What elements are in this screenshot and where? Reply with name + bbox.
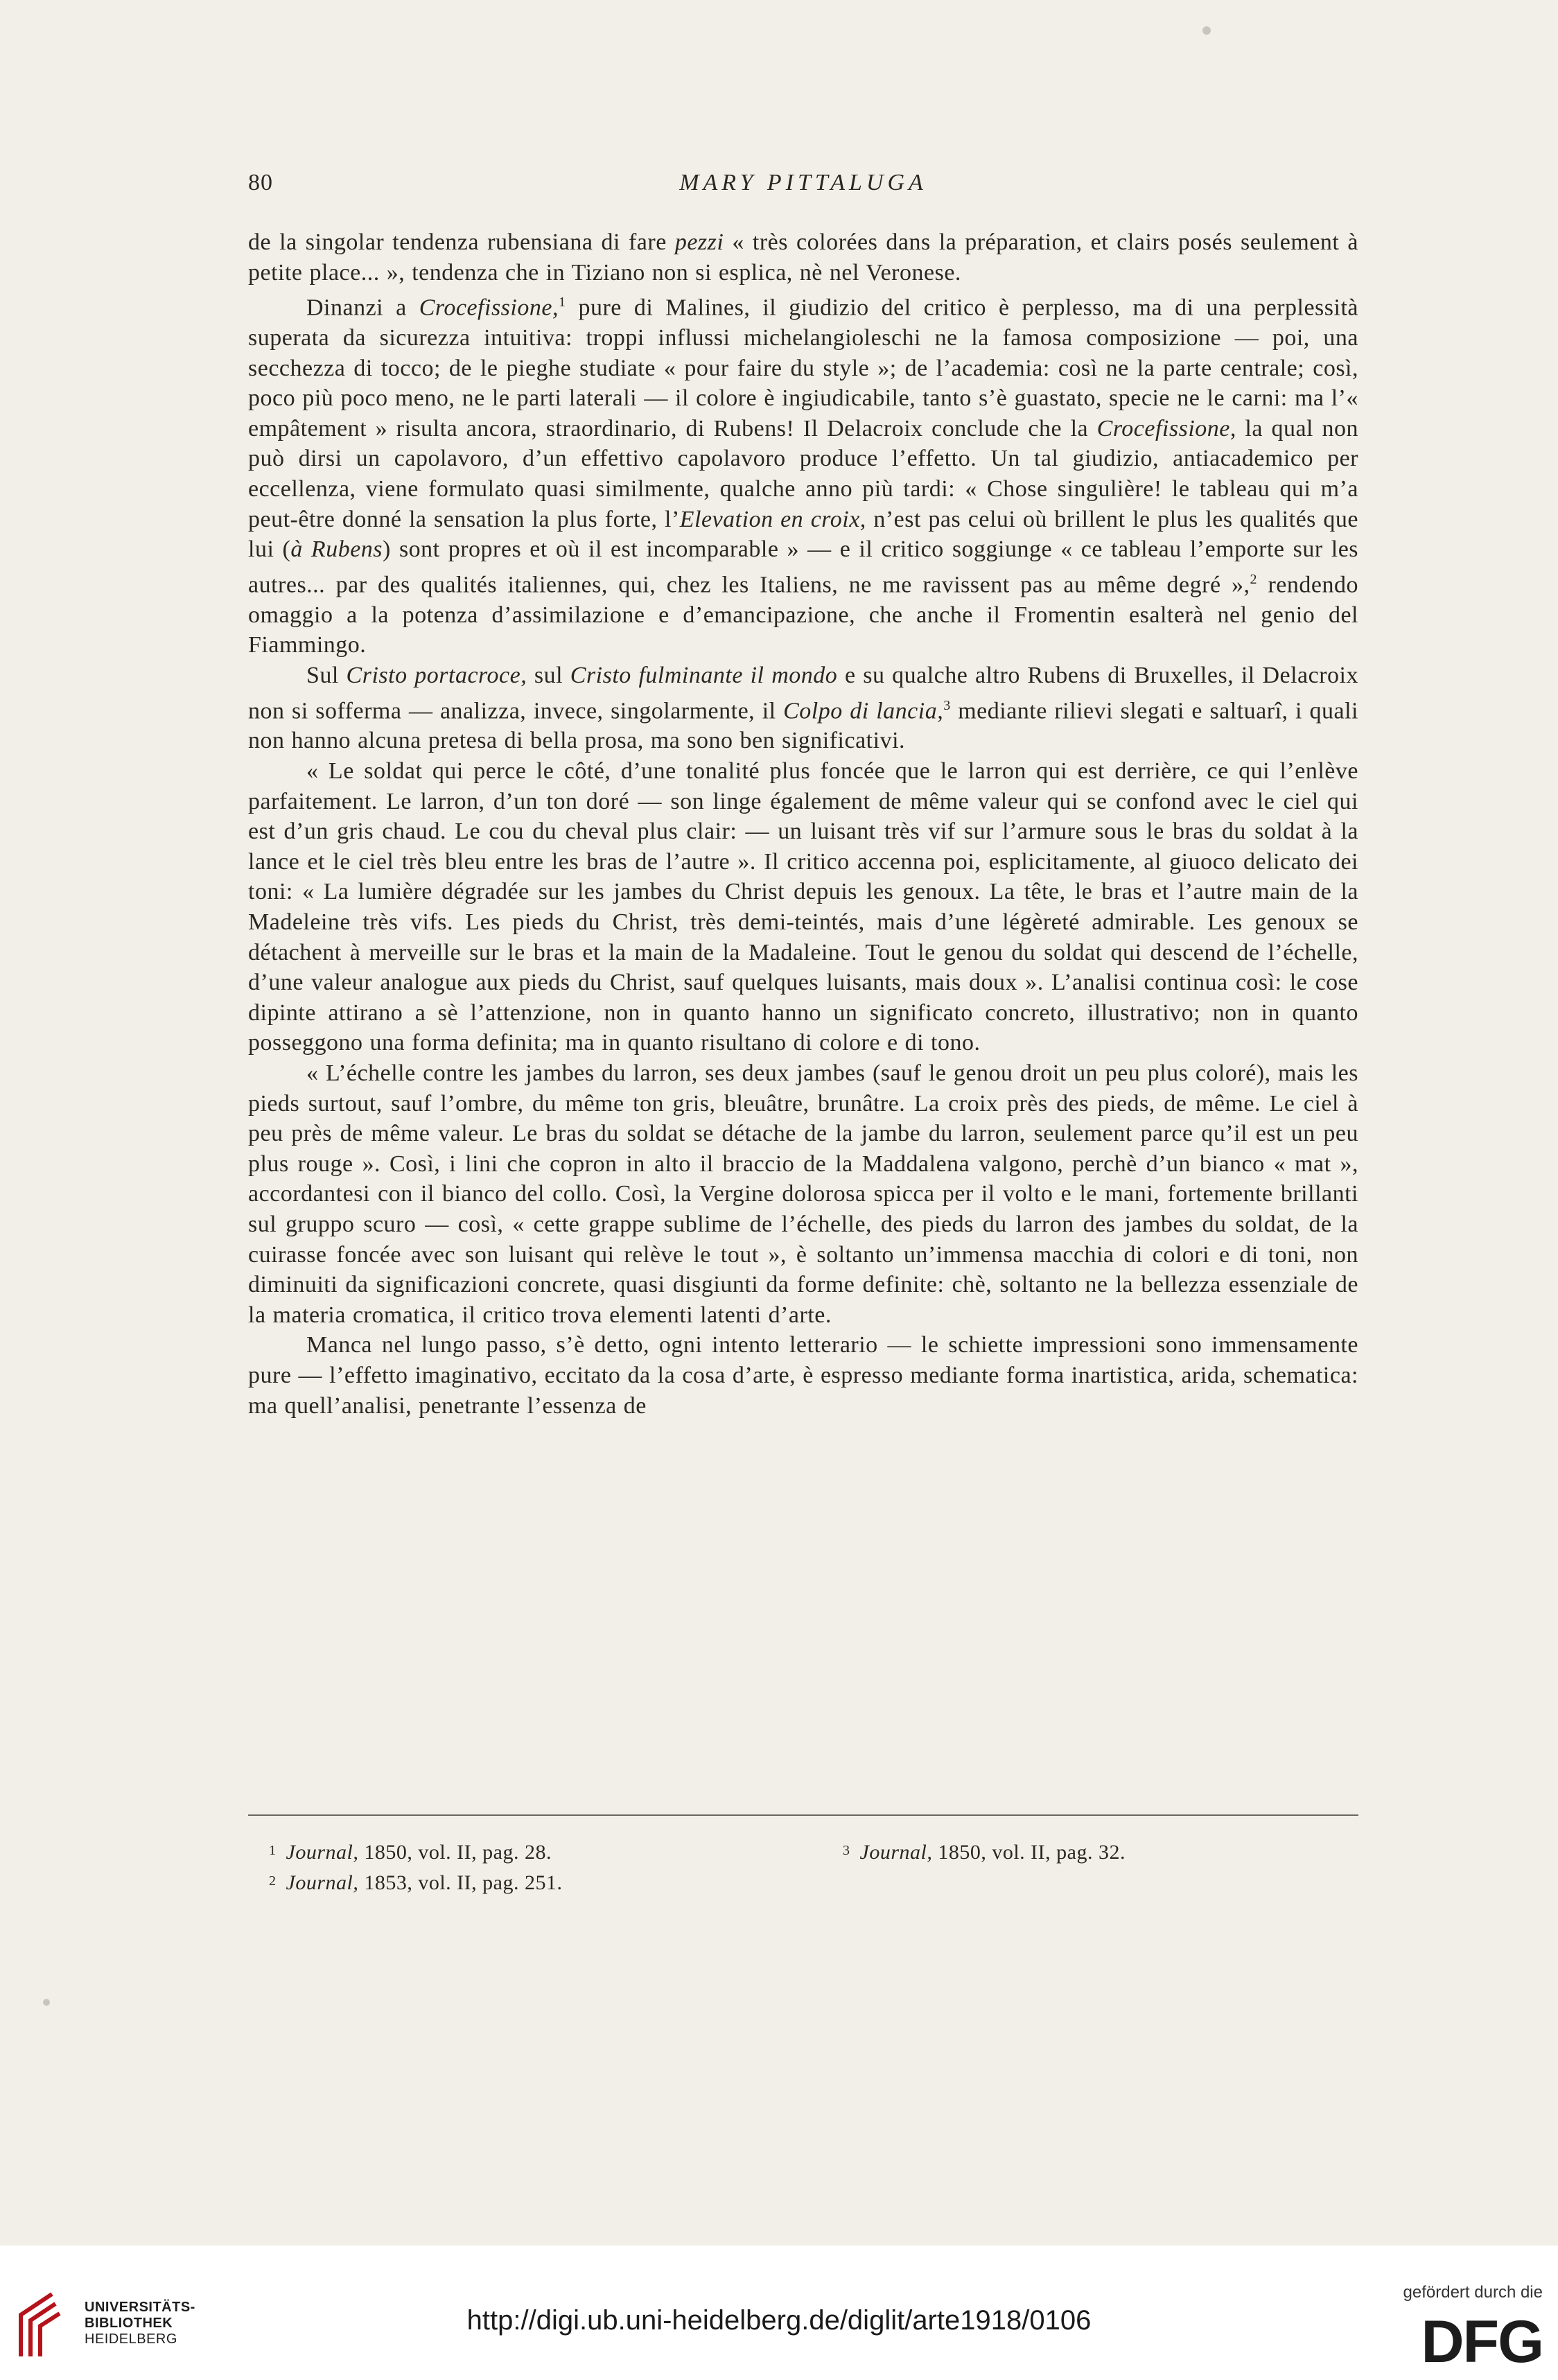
running-title: MARY PITTALUGA bbox=[679, 170, 927, 195]
body-text bbox=[248, 227, 1358, 1421]
footnote-divider bbox=[248, 1814, 1358, 1816]
footnote-3: $^3$ Journal, 1850, vol. II, pag. 32. bbox=[843, 1841, 1126, 1864]
footnote-marker[interactable]: 1 bbox=[558, 295, 566, 310]
page-number: 80 bbox=[248, 170, 273, 195]
viewer-footer bbox=[0, 2246, 1558, 2380]
paragraph: Manca nel lungo passo, s’è detto, ogni intento letterario — le schiette impressioni sono immensamente pure — l’effetto imaginativo, eccitato da la cosa d’arte, è espresso mediante forma inartistica, arida, schematica: ma quell’analisi, penetrante l’essenza de bbox=[248, 1332, 1358, 1419]
paragraph: « Le soldat qui perce le côté, d’une tonalité plus foncée que le larron qui est derrière, ce qui l’enlève parfaitement. Le larron, d’un ton doré — son linge également de même valeur qui se confond avec le ciel qui est d’un gris chaud. Le cou du cheval plus clair: — un luisant très vif sur l’armure sous le bras du soldat à la lance et le ciel très bleu entre les bras de l’autre ». Il critico accenna poi, esplicitamente, al giuoco delicato dei toni: « La lumière dégradée sur les jambes du Christ depuis les genoux. La tête, le bras et l’autre main de la Madeleine très vifs. Les pieds du Christ, très demi-teintés, mais d’une légèreté admirable. Les genoux se détachent à merveille sur le bras et la main de la Madaleine. Tout le genou du soldat qui descend de l’échelle, d’une valeur analogue aux pieds du Christ, sauf quelques luisants, mais doux ». L’analisi continua così: le cose dipinte attirano a sè l’attenzione, non in quanto hanno un significato concreto, illustrativo; non in quanto posseggono una forma definita; ma in quanto risultano di colore e di tono. bbox=[248, 758, 1358, 1056]
footnote-marker[interactable]: 2 bbox=[1250, 571, 1258, 587]
paragraph: « L’échelle contre les jambes du larron, ses deux jambes (sauf le genou droit un peu plus coloré), mais les pieds surtout, sauf l’ombre, du même ton gris, bleuâtre, brunâtre. La croix près des pieds, de même. Le ciel à peu près de même valeur. Le bras du soldat se détache de la jambe du larron, seulement parce qu’il est un peu plus rouge ». Così, i lini che copron in alto il braccio de la Maddalena valgono, perchè d’un bianco « mat », accordantesi con il bianco del collo. Così, la Vergine dolorosa spicca per il volto e le mani, fortemente brillanti sul gruppo scuro — così, « cette grappe sublime de l’échelle, des pieds du larron des jambes du soldat, de la cuirasse foncée avec son luisant qui relève le tout », è soltanto un’immensa macchia di colori e di toni, non diminuiti da significazioni concrete, quasi disgiunti da forme definite: chè, soltanto ne la bellezza essenziale de la materia cromatica, il critico trova elementi latenti d’arte. bbox=[248, 1060, 1358, 1328]
funding-caption: gefördert durch die bbox=[1403, 2283, 1543, 2302]
scan-speck bbox=[1202, 26, 1211, 35]
paragraph: Dinanzi a Crocefissione,$^1$ pure di Malines, il giudizio del critico è perplesso, ma di una perplessità superata da sicurezza intuitiva: troppi influssi michelangioleschi ne la famosa composizione — poi, una secchezza di tocco; de le pieghe studiate « pour faire du style »; de l’academia: così ne la parte centrale; così, poco più poco meno, ne le parti laterali — il colore è ingiudicabile, tanto s’è guastato, specie ne le carni: ma l’« empâtement » risulta ancora, straordinario, di Rubens! Il Delacroix conclude che la Crocefissione, la qual non può dirsi un capolavoro, d’un effettivo capolavoro produce l’effetto. Un tal giudizio, antiacademico per eccellenza, viene formulato quasi similmente, qualche anno più tardi: « Chose singulière! le tableau qui m’a peut-être donné la sensation la plus forte, l’Elevation en croix, n’est pas celui où brillent le plus les qualités que lui (à Rubens) sont propres et où il est incomparable » — e il critico soggiunge « ce tableau l’emporte sur les autres... par des qualités italiennes, qui, chez les Italiens, ne me ravissent pas au même degré »,$^2$ rendendo omaggio a la potenza d’assimilazione e d’emancipazione, che anche il Fromentin esalterà nel genio del Fiammingo. bbox=[248, 295, 1359, 658]
library-name: UNIVERSITÄTS- BIBLIOTHEK HEIDELBERG bbox=[85, 2300, 195, 2347]
scan-speck bbox=[43, 1999, 50, 2006]
footnote-1: $^1$ Journal, 1850, vol. II, pag. 28. bbox=[269, 1841, 552, 1864]
footnote-marker[interactable]: 3 bbox=[943, 697, 951, 713]
paragraph: Sul Cristo portacroce, sul Cristo fulminante il mondo e su qualche altro Rubens di Bruxelles, il Delacroix non si sofferma — analizza, invece, singolarmente, il Colpo di lancia,$^3$ mediante rilievi slegati e saltuarî, i quali non hanno alcuna pretesa di bella prosa, ma sono ben significativi. bbox=[248, 662, 1358, 754]
paragraph: de la singolar tendenza rubensiana di fare pezzi « très colorées dans la préparation, et clairs posés seulement à petite place... », tendenza che in Tiziano non si esplica, nè nel Veronese. bbox=[248, 229, 1358, 286]
page-header bbox=[248, 170, 1358, 211]
dfg-logo: DFG bbox=[1421, 2309, 1543, 2375]
permalink-url[interactable]: http://digi.ub.uni-heidelberg.de/diglit/arte1918/0106 bbox=[466, 2305, 1092, 2336]
footnote-2: $^2$ Journal, 1853, vol. II, pag. 251. bbox=[269, 1871, 563, 1894]
